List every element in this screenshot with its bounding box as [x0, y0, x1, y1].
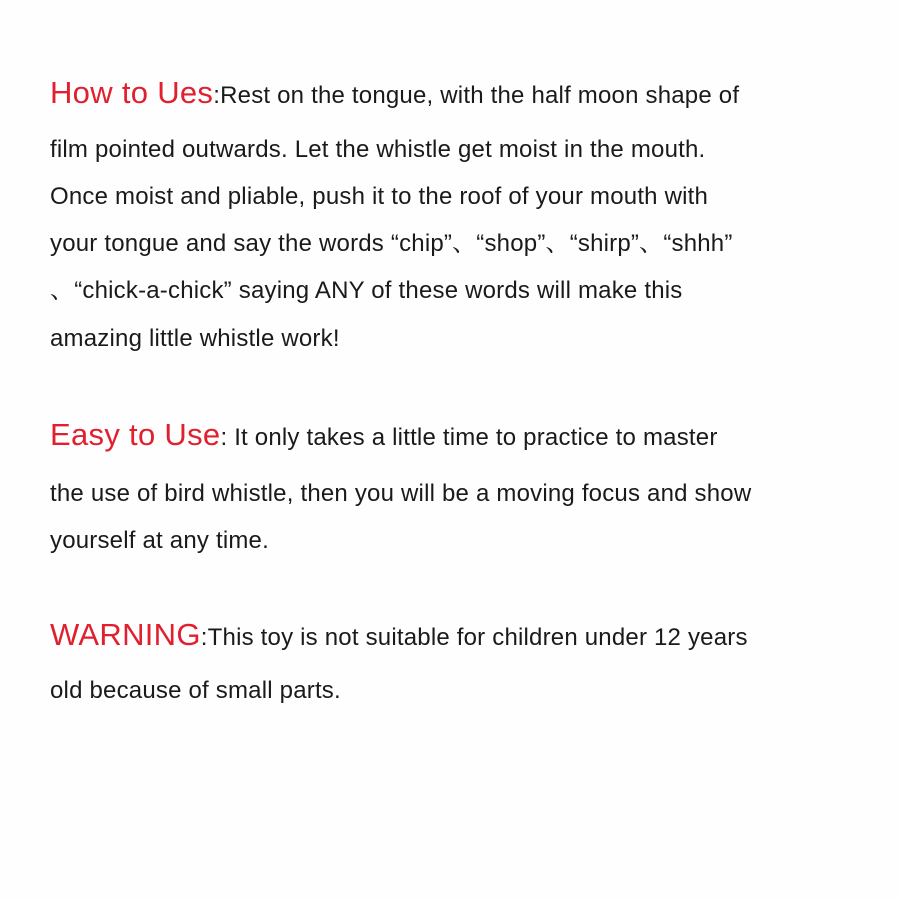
how-to-use-heading: How to Ues: [50, 75, 214, 110]
easy-to-use-text-line: the use of bird whistle, then you will be a moving focus and show: [50, 480, 752, 507]
warning-heading: WARNING: [50, 617, 201, 652]
how-to-use-text-line: Once moist and pliable, push it to the roof of your mouth with: [50, 183, 709, 210]
easy-to-use-text-line: yourself at any time.: [50, 527, 269, 554]
easy-to-use-text-line: It only takes a little time to practice to master: [234, 424, 718, 451]
how-to-use-line-1: [50, 75, 740, 111]
easy-to-use-heading: Easy to Use: [50, 417, 221, 452]
how-to-use-text-line: your tongue and say the words “chip”、“shop”、“shirp”、“shhh”: [50, 230, 733, 257]
how-to-use-separator: :: [213, 82, 221, 109]
how-to-use-text-line: film pointed outwards. Let the whistle get moist in the mouth.: [50, 136, 706, 163]
how-to-use-text-line: 、“chick-a-chick” saying ANY of these words will make this: [50, 277, 683, 304]
warning-text-line: old because of small parts.: [50, 677, 341, 704]
warning-line-1: [50, 617, 748, 653]
easy-to-use-line-1: [50, 417, 718, 453]
warning-text-line: This toy is not suitable for children under 12 years: [207, 624, 748, 651]
how-to-use-text-line: Rest on the tongue, with the half moon shape of: [220, 82, 740, 109]
easy-to-use-separator: :: [220, 424, 235, 451]
warning-separator: :: [200, 624, 208, 651]
how-to-use-text-line: amazing little whistle work!: [50, 325, 340, 352]
